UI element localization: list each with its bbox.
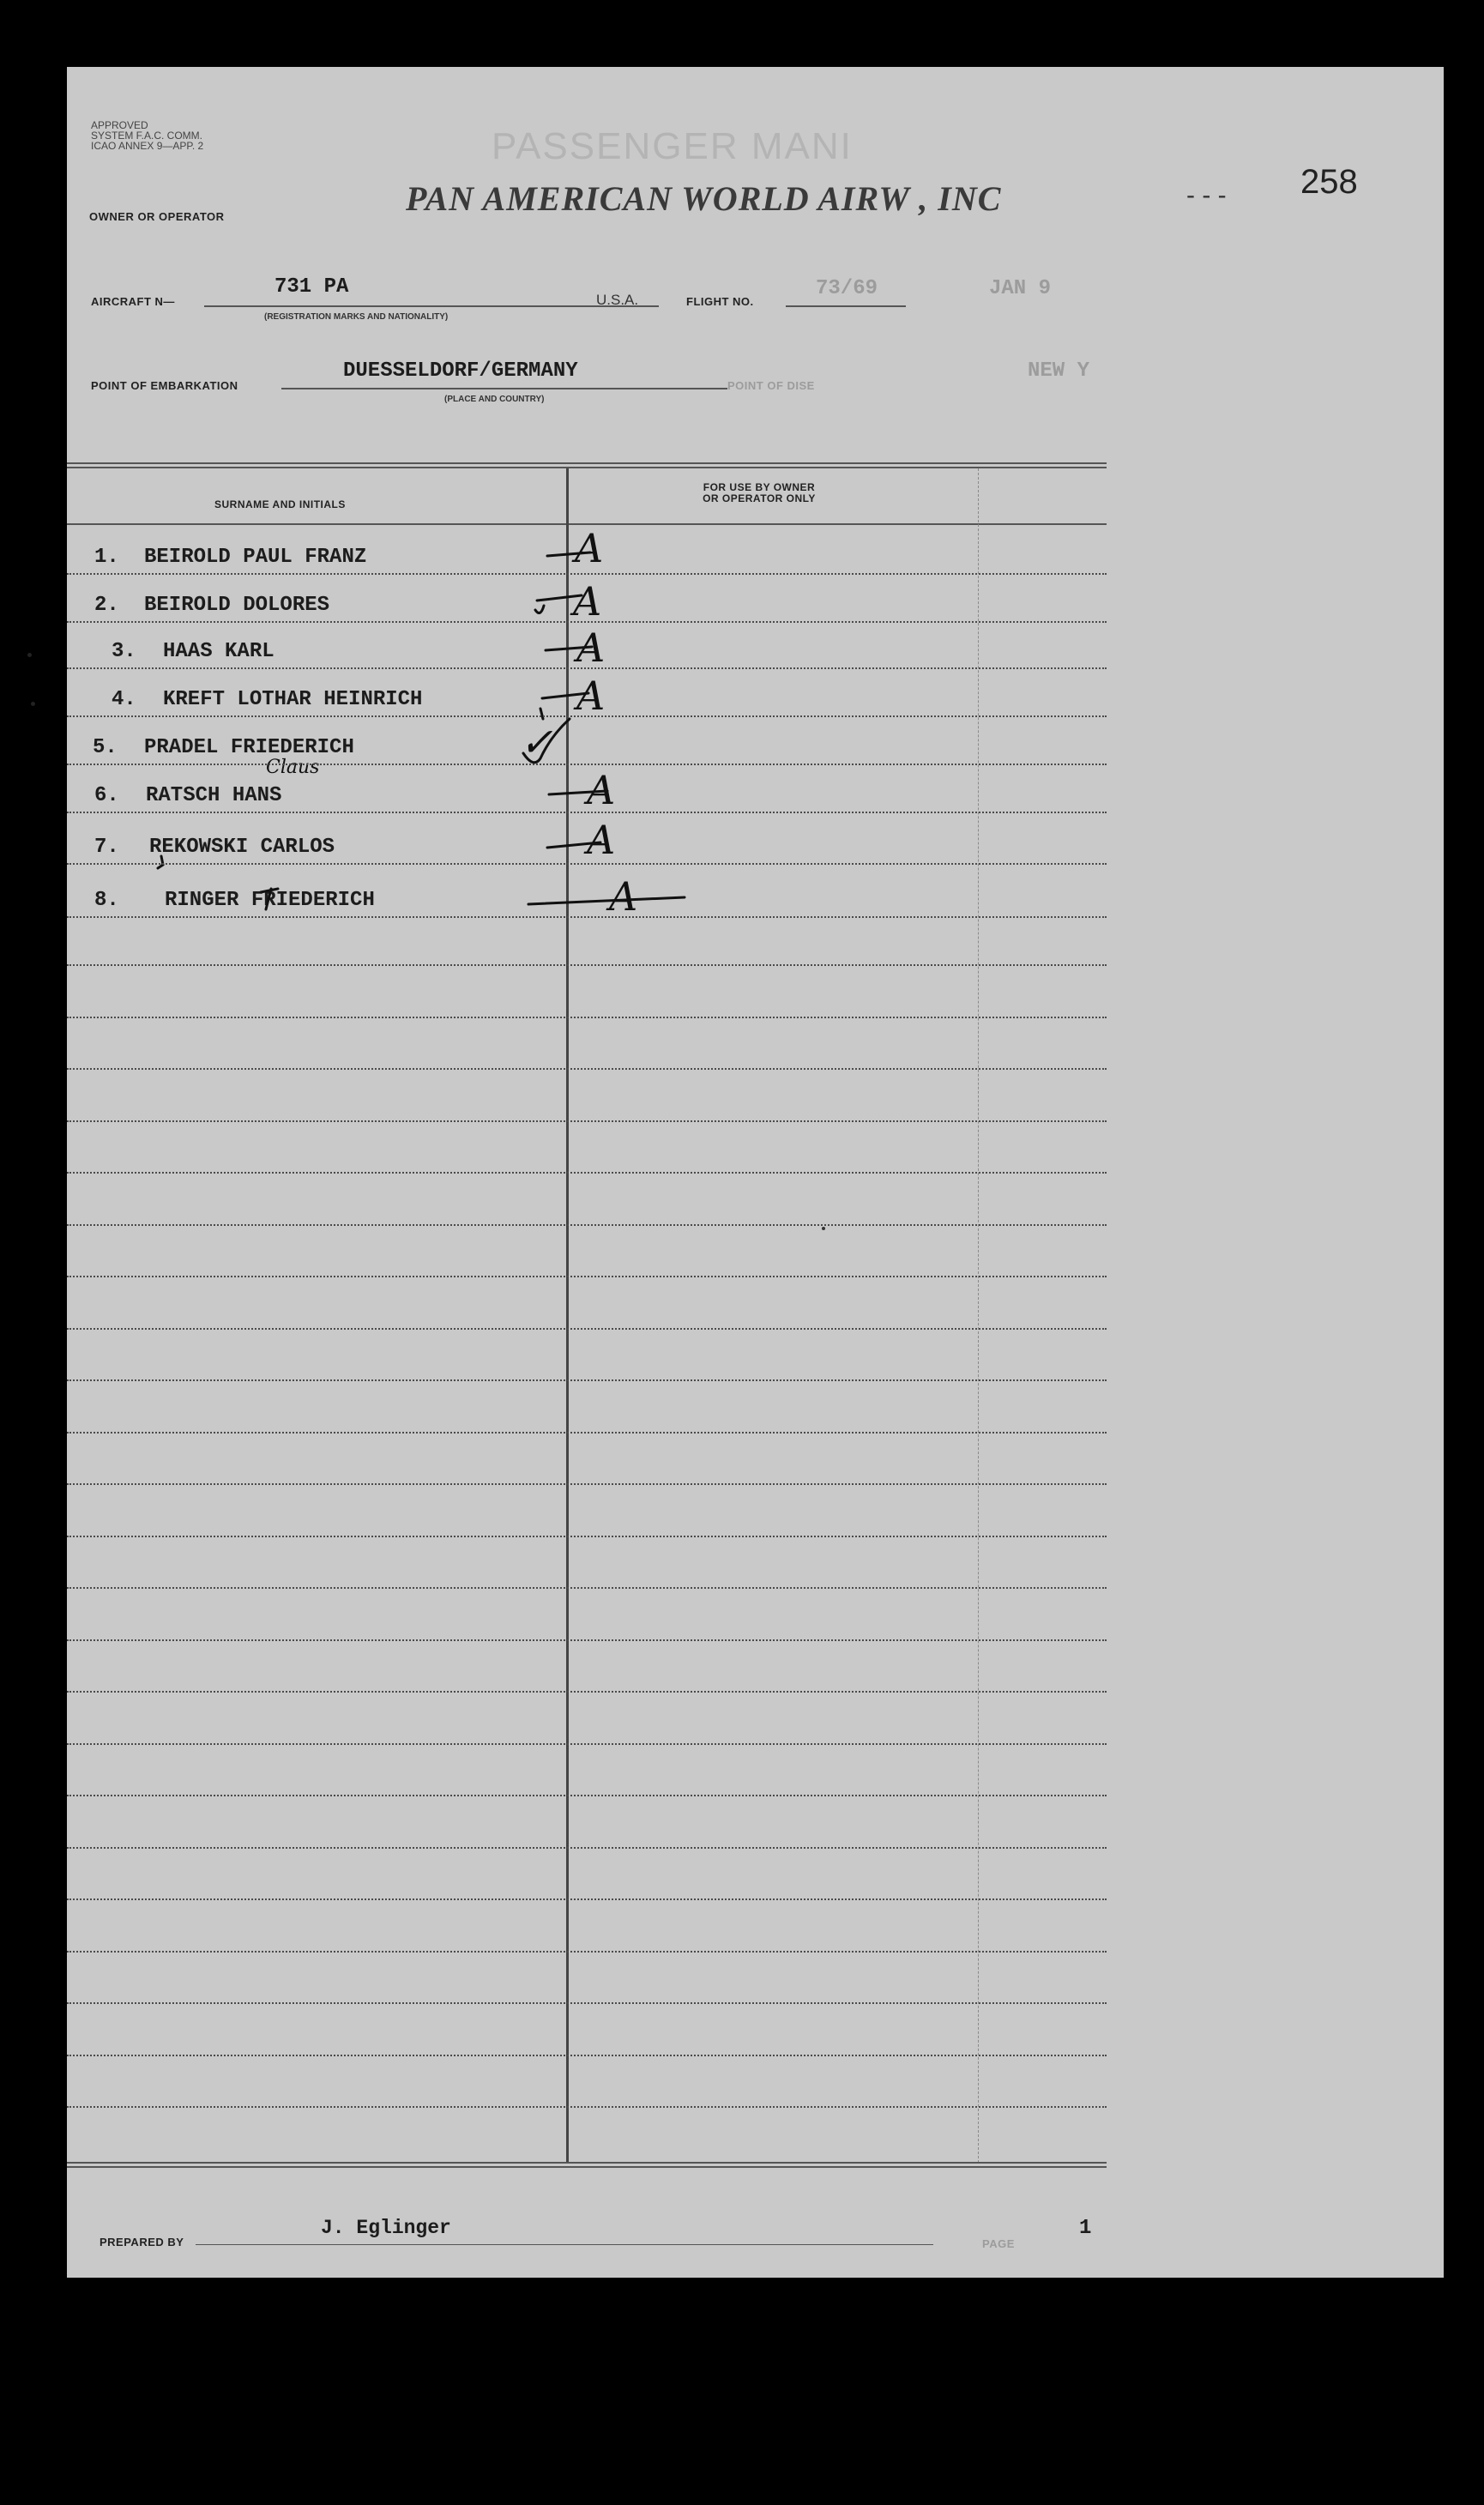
usa-label: U.S.A. [596, 292, 639, 308]
mark-stroke [547, 552, 590, 556]
review-mark: A [576, 673, 606, 719]
row-rule [67, 812, 1107, 813]
row-rule [67, 1536, 1107, 1537]
passenger-name: KREFT LOTHAR HEINRICH [163, 688, 423, 711]
passenger-name: PRADEL FRIEDERICH [144, 736, 354, 759]
disembark-label: POINT OF DISE [727, 379, 815, 392]
prepared-label: PREPARED BY [100, 2236, 184, 2248]
row-rule [67, 1379, 1107, 1381]
row-rule [67, 1068, 1107, 1070]
page-value: 1 [1079, 2217, 1092, 2240]
row-rule [67, 964, 1107, 966]
passenger-name: REKOWSKI CARLOS [149, 836, 335, 859]
row-rule [67, 1898, 1107, 1900]
mark-stroke [540, 709, 543, 719]
mark-stroke [528, 897, 685, 904]
row-number: 2. [94, 594, 119, 617]
form-title: PASSENGER MANI [492, 125, 853, 167]
operator-name: PAN AMERICAN WORLD AIRW , INC [406, 179, 1002, 218]
row-rule [67, 764, 1107, 765]
passenger-name: HAAS KARL [163, 640, 274, 663]
row-rule [67, 1743, 1107, 1745]
row-rule [67, 1587, 1107, 1589]
mark-stroke [549, 791, 607, 794]
row-rule [67, 621, 1107, 623]
page-dash: - - - [1186, 181, 1227, 209]
prepared-value: J. Eglinger [321, 2217, 451, 2239]
row-rule [67, 1172, 1107, 1174]
manifest-sheet [67, 67, 1444, 2278]
flight-value: 73/69 [816, 277, 878, 300]
col-surname-header: SURNAME AND INITIALS [214, 498, 346, 510]
review-mark: A [609, 873, 638, 920]
review-mark: A [573, 578, 602, 625]
row-number: 3. [112, 640, 136, 663]
row-rule [67, 667, 1107, 669]
embarkation-value: DUESSELDORF/GERMANY [343, 359, 578, 383]
row-rule [67, 2106, 1107, 2108]
mark-stroke [542, 693, 588, 698]
row-rule [67, 715, 1107, 717]
owner-label: OWNER OR OPERATOR [89, 210, 225, 223]
row-rule [67, 1951, 1107, 1953]
strike-stroke [261, 889, 278, 892]
disembark-value: NEW Y [1028, 359, 1090, 383]
mark-stroke [158, 856, 163, 868]
row-rule [67, 1017, 1107, 1018]
mark-stroke [546, 647, 592, 650]
row-rule [67, 1224, 1107, 1226]
aircraft-label: AIRCRAFT N— [91, 295, 175, 308]
row-rule [67, 1483, 1107, 1485]
aircraft-value: 731 PA [274, 275, 349, 299]
row-rule [67, 1432, 1107, 1434]
row-rule [67, 1639, 1107, 1641]
margin-dot [822, 1227, 825, 1230]
row-rule [67, 1795, 1107, 1796]
approval-line: ICAO ANNEX 9—APP. 2 [91, 140, 204, 152]
approval-line: SYSTEM F.A.C. COMM. [91, 130, 203, 142]
aircraft-sublabel: (REGISTRATION MARKS AND NATIONALITY) [264, 312, 449, 322]
passenger-name: BEIROLD DOLORES [144, 594, 330, 617]
margin-dot [27, 653, 32, 657]
mark-stroke [547, 842, 600, 848]
row-number: 8. [94, 889, 119, 912]
passenger-name: RATSCH HANS [146, 784, 282, 807]
table-bottom-rule [67, 2166, 1107, 2168]
row-rule [67, 916, 1107, 918]
check-mark: ✓ [520, 719, 553, 765]
mark-stroke [535, 606, 544, 613]
review-mark: A [576, 625, 606, 671]
mark-stroke [537, 595, 582, 601]
row-number: 1. [94, 546, 119, 569]
row-rule [67, 863, 1107, 865]
page-number: 258 [1300, 163, 1358, 201]
review-mark: A [587, 817, 616, 863]
table-bottom-rule [67, 2162, 1107, 2164]
passenger-name: RINGER FRIEDERICH [165, 889, 375, 912]
row-rule [67, 1120, 1107, 1122]
row-rule [67, 573, 1107, 575]
col-owner-header-line: FOR USE BY OWNER [703, 481, 816, 493]
row-rule [67, 2055, 1107, 2056]
flight-label: FLIGHT NO. [686, 295, 754, 308]
row-rule [67, 1276, 1107, 1277]
page-label: PAGE [982, 2237, 1015, 2250]
row-number: 6. [94, 784, 119, 807]
review-mark: A [575, 525, 604, 571]
embarkation-label: POINT OF EMBARKATION [91, 379, 238, 392]
row-number: 4. [112, 688, 136, 711]
date-value: JAN 9 [989, 277, 1052, 300]
row-number: 5. [93, 736, 118, 759]
approval-line: APPROVED [91, 119, 148, 131]
row-rule [67, 1328, 1107, 1330]
handwritten-annotation: Claus [266, 757, 320, 778]
row-rule [67, 1847, 1107, 1849]
passenger-name: BEIROLD PAUL FRANZ [144, 546, 367, 569]
margin-dot [31, 702, 35, 706]
mark-stroke [523, 719, 570, 763]
embarkation-sublabel: (PLACE AND COUNTRY) [444, 395, 545, 404]
row-rule [67, 1691, 1107, 1693]
review-mark: A [587, 767, 616, 813]
row-number: 7. [94, 836, 119, 859]
row-rule [67, 2002, 1107, 2004]
prepared-line [196, 2244, 933, 2245]
col-owner-header-line: OR OPERATOR ONLY [703, 492, 816, 504]
